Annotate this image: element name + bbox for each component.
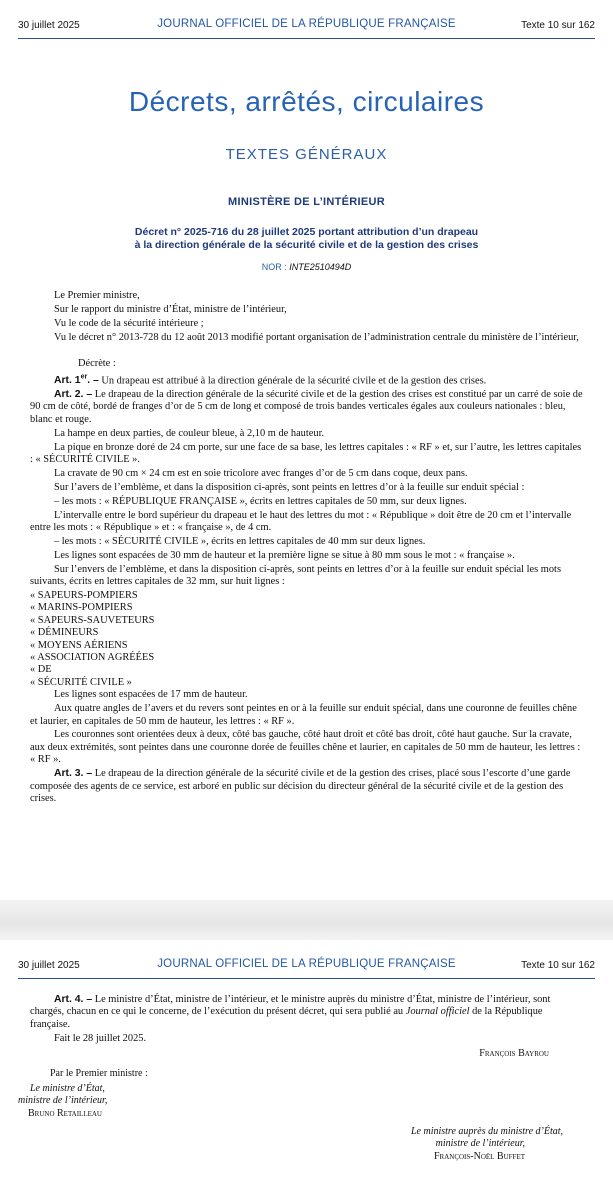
paragraph: La pique en bronze doré de 24 cm porte, sur une face de sa base, les lettres capitales : « RF » et, sur l’autre, les lettres capitales : « SÉCURITÉ CIVILE ».: [30, 441, 582, 465]
art4-label: Art. 4. –: [54, 994, 93, 1005]
nor-label: NOR :: [261, 262, 290, 272]
header-text-number: Texte 10 sur 162: [521, 20, 595, 31]
article-1: Art. 1er. – Un drapeau est attribué à la direction générale de la sécurité civile et de la gestion des crises.: [54, 373, 487, 386]
list-line: « DE: [30, 664, 52, 676]
decree-title: [60, 226, 553, 252]
header-date: 30 juillet 2025: [18, 960, 80, 971]
article-4: Art. 4. – Le ministre d’État, ministre de l’intérieur, et le ministre auprès du ministre d’État, ministre de l’intérieur, sont chargés, chacun en ce qui le concerne, de l’exécution du présent décret, qui sera publié au Journal officiel de la République française.: [30, 994, 551, 1030]
signature-prime-minister: François Bayrou: [479, 1048, 549, 1059]
page-header: [18, 14, 595, 38]
decrete-line: Décrète :: [78, 357, 116, 369]
article-3: Art. 3. – Le drapeau de la direction générale de la sécurité civile et de la gestion des crises, placé sous l’escorte d’une garde composée des agents de ce service, est arboré en public sur décision du directeur général de la sécurité civile et de la gestion des crises.: [30, 768, 571, 804]
list-line: « MARINS-POMPIERS: [30, 602, 133, 614]
header-journal-title: JOURNAL OFFICIEL DE LA RÉPUBLIQUE FRANÇAISE: [157, 18, 456, 30]
art2-label: Art. 2. –: [54, 388, 93, 400]
paragraph: La hampe en deux parties, de couleur bleue, à 2,10 m de hauteur.: [54, 427, 325, 439]
paragraph: – les mots : « RÉPUBLIQUE FRANÇAISE », écrits en lettres capitales de 50 mm, sur deux lignes.: [54, 495, 467, 507]
paragraph: Sur l’envers de l’emblème, et dans la disposition ci-après, sont peints en lettres d’or à la feuille sur enduit spécial les mots suivants, écrits en lettres capitales de 32 mm, sur huit lignes :: [30, 563, 561, 588]
minister1-title-line2: ministre de l’intérieur,: [18, 1095, 108, 1106]
minister1-title-line1: Le ministre d’État,: [30, 1083, 105, 1094]
subsection-title: TEXTES GÉNÉRAUX: [225, 146, 388, 163]
decree-body-continued: [30, 994, 583, 1047]
paragraph: Le Premier ministre,: [54, 290, 140, 301]
minister2-title-line2: ministre de l’intérieur,: [435, 1138, 525, 1149]
paragraph: Les lignes sont espacées de 17 mm de hauteur.: [54, 689, 248, 701]
paragraph: – les mots : « SÉCURITÉ CIVILE », écrits en lettres capitales de 40 mm sur deux lignes.: [54, 535, 426, 547]
decree-title-line2: à la direction générale de la sécurité civile et de la gestion des crises: [134, 239, 479, 251]
header-rule: [18, 978, 595, 979]
list-line: « SÉCURITÉ CIVILE »: [30, 676, 132, 688]
list-line: « SAPEURS-POMPIERS: [30, 590, 138, 601]
list-line: « DÉMINEURS: [30, 627, 99, 639]
art3-label: Art. 3. –: [54, 768, 93, 780]
page-separator: [0, 900, 613, 940]
decree-title-line1: Décret n° 2025-716 du 28 juillet 2025 portant attribution d’un drapeau: [134, 226, 479, 238]
paragraph: Les couronnes sont orientées deux à deux, côté bas gauche, côté haut droit et côté bas droit, côté haut gauche. Sur la cravate, aux deux extrémités, sont peintes dans une couronne dorée de feuilles chêne et laurier, en capitales de 50 mm de hauteur, les lettres : « RF ».: [30, 729, 581, 766]
nor-value: INTE2510494D: [289, 262, 352, 272]
list-line: « ASSOCIATION AGRÉÉES: [30, 652, 155, 664]
decree-body: [30, 290, 583, 807]
art1-label: Art. 1er. –: [54, 373, 99, 386]
paragraph: La cravate de 90 cm × 24 cm est en soie tricolore avec franges d’or de 5 cm dans coque, deux pans.: [54, 467, 468, 479]
paragraph: Les lignes sont espacées de 30 mm de hauteur et la première ligne se situe à 80 mm sous le mot : « française ».: [54, 549, 515, 561]
par-le-premier-ministre: Par le Premier ministre :: [50, 1068, 148, 1079]
section-title: Décrets, arrêtés, circulaires: [128, 86, 485, 117]
paragraph: Vu le décret n° 2013-728 du 12 août 2013 modifié portant organisation de l’administration centrale du ministère de l’intérieur,: [54, 331, 579, 343]
page-header: [18, 954, 595, 978]
minister2-name: François-Noël Buffet: [433, 1151, 525, 1162]
header-text-number: Texte 10 sur 162: [521, 960, 595, 971]
journal-page-2: [0, 940, 613, 1200]
paragraph: Aux quatre angles de l’avers et du revers sont peintes en or à la feuille sur enduit spécial, dans une couronne de feuilles chêne et laurier, en capitales de 50 mm de hauteur, les lettres : « RF ».: [30, 703, 577, 727]
minister1-name: Bruno Retailleau: [28, 1108, 102, 1119]
paragraph: L’intervalle entre le bord supérieur du drapeau et le haut des lettres du mot : « République » doit être de 20 cm et l’intervalle entre les mots : « République » et : « française », de 4 cm.: [30, 509, 572, 533]
paragraph: Vu le code de la sécurité intérieure ;: [54, 317, 204, 329]
minister2-title-line1: Le ministre auprès du ministre d’État,: [410, 1126, 563, 1137]
nor-reference: [0, 262, 613, 272]
paragraph: Sur l’avers de l’emblème, et dans la disposition ci-après, sont peints en lettres d’or à la feuille sur enduit spécial :: [54, 481, 525, 493]
list-line: « MOYENS AÉRIENS: [30, 639, 128, 651]
paragraph: Sur le rapport du ministre d’État, ministre de l’intérieur,: [54, 303, 287, 315]
list-line: « SAPEURS-SAUVETEURS: [30, 614, 155, 626]
article-2: Art. 2. – Le drapeau de la direction générale de la sécurité civile et de la gestion des crises est constitué par un carré de soie de 90 cm de côté, bordé de franges d’or de 5 cm de long et composé de trois bandes verticales égales aux couleurs nationales : bleu, blanc et rouge.: [30, 388, 583, 425]
ministry-title: MINISTÈRE DE L’INTÉRIEUR: [228, 196, 385, 208]
header-journal-title: JOURNAL OFFICIEL DE LA RÉPUBLIQUE FRANÇAISE: [157, 958, 456, 970]
header-date: 30 juillet 2025: [18, 20, 80, 31]
header-rule: [18, 38, 595, 39]
fait-line: Fait le 28 juillet 2025.: [54, 1032, 147, 1044]
